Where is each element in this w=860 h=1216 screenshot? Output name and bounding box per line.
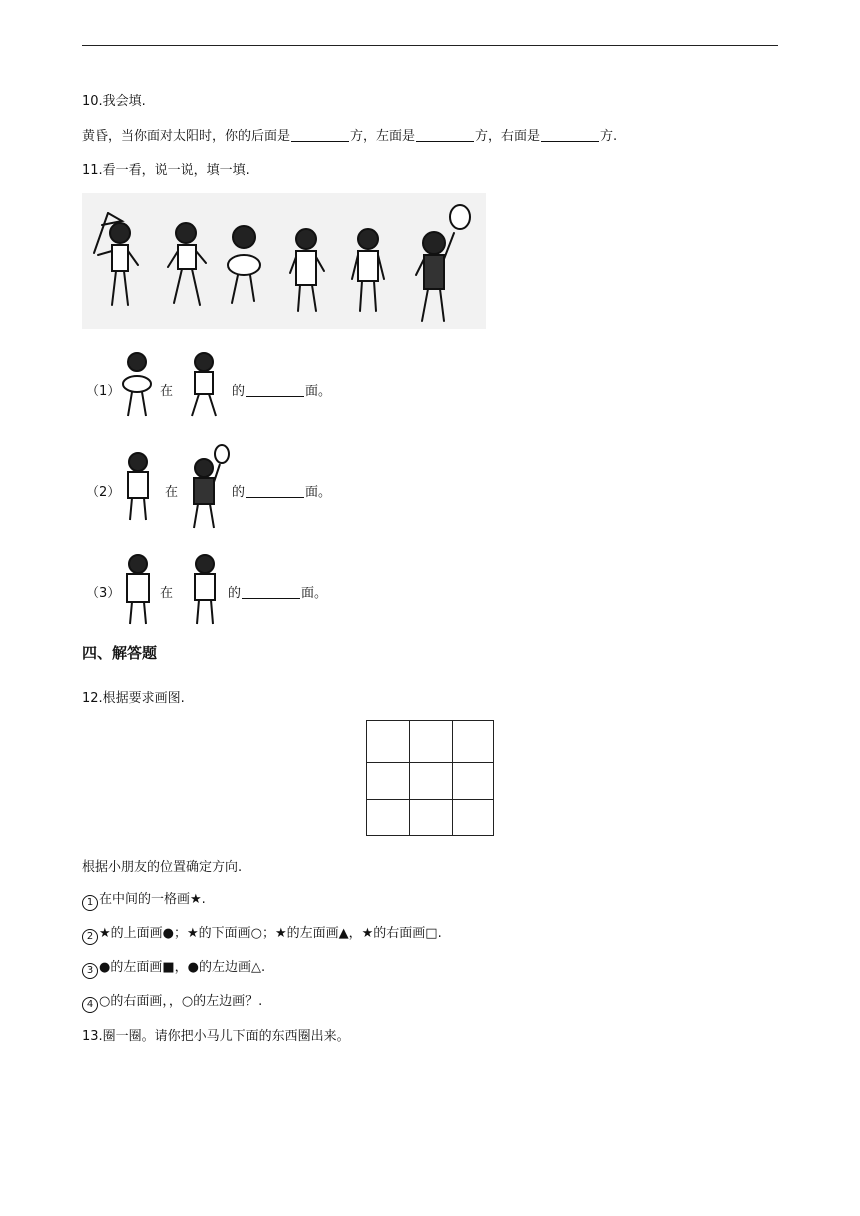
q11-title: 11.看一看，说一说，填一填. — [82, 163, 250, 178]
q11-item-3-end: 面。 — [301, 586, 328, 601]
q11-item-2-num: （2） — [86, 485, 121, 500]
q12-step-3 — [82, 956, 265, 979]
q12-step-4-text: ○的右面画，，○的左边画？. — [99, 994, 263, 1009]
q12-title: 12.根据要求画图. — [82, 691, 185, 706]
q11-item-2-end: 面。 — [305, 485, 332, 500]
child-striped-pants-icon — [118, 552, 158, 626]
q11-item-1-end: 面。 — [305, 384, 332, 399]
header-rule — [82, 45, 778, 46]
q12-step-2-text: ★的上面画●；★的下面画○；★的左面画▲，★的右面画□. — [99, 926, 442, 941]
q11-item-3-mid: 在 — [160, 586, 174, 601]
q12-step-3-text: ●的左面画■，●的左边画△. — [99, 960, 266, 975]
q11-item-2-answer — [232, 481, 331, 500]
q12-intro: 根据小朋友的位置确定方向. — [82, 860, 243, 875]
children-figures-icon — [82, 193, 486, 329]
q10-text-b: 方，左面是 — [350, 129, 416, 144]
drawing-grid[interactable] — [366, 720, 494, 836]
child-dancing-icon — [184, 350, 224, 420]
step-number-badge: 1 — [82, 895, 98, 911]
q11-item-3-de: 的 — [228, 586, 242, 601]
answer-blank[interactable] — [246, 384, 304, 397]
child-swim-ring-icon — [118, 350, 156, 420]
answer-blank[interactable] — [242, 586, 300, 599]
q10-text-c: 方，右面是 — [475, 129, 541, 144]
answer-blank[interactable] — [541, 129, 599, 142]
q10-text-d: 方. — [600, 129, 618, 144]
answer-blank[interactable] — [416, 129, 474, 142]
q11-item-1-num: （1） — [86, 384, 121, 399]
q10-text-a: 黄昏，当你面对太阳时，你的后面是 — [82, 129, 291, 144]
q11-item-1-answer — [232, 380, 331, 399]
q11-item-3-num: （3） — [86, 586, 121, 601]
q12-step-2 — [82, 922, 442, 945]
q11-item-1-de: 的 — [232, 384, 246, 399]
step-number-badge: 4 — [82, 997, 98, 1013]
q13-title: 13.圈一圈。请你把小马儿下面的东西圈出来。 — [82, 1029, 350, 1044]
q11-item-3-answer — [228, 582, 327, 601]
q10-text — [82, 125, 617, 144]
child-racket-icon — [186, 444, 230, 530]
q12-step-1-text: 在中间的一格画★. — [99, 892, 206, 907]
grid-line — [452, 721, 453, 835]
answer-blank[interactable] — [246, 485, 304, 498]
grid-line — [367, 799, 493, 800]
children-illustration — [82, 193, 486, 329]
child-standing-icon — [120, 450, 156, 522]
step-number-badge: 3 — [82, 963, 98, 979]
child-standing-icon — [186, 552, 224, 626]
q11-item-1-mid: 在 — [160, 384, 174, 399]
grid-line — [409, 721, 410, 835]
answer-blank[interactable] — [291, 129, 349, 142]
grid-line — [367, 762, 493, 763]
q12-step-4 — [82, 990, 262, 1013]
q11-item-2-de: 的 — [232, 485, 246, 500]
section-heading: 四、解答题 — [82, 644, 158, 662]
step-number-badge: 2 — [82, 929, 98, 945]
q10-title: 10.我会填. — [82, 94, 146, 109]
q11-item-2-mid: 在 — [165, 485, 179, 500]
q12-step-1 — [82, 888, 206, 911]
